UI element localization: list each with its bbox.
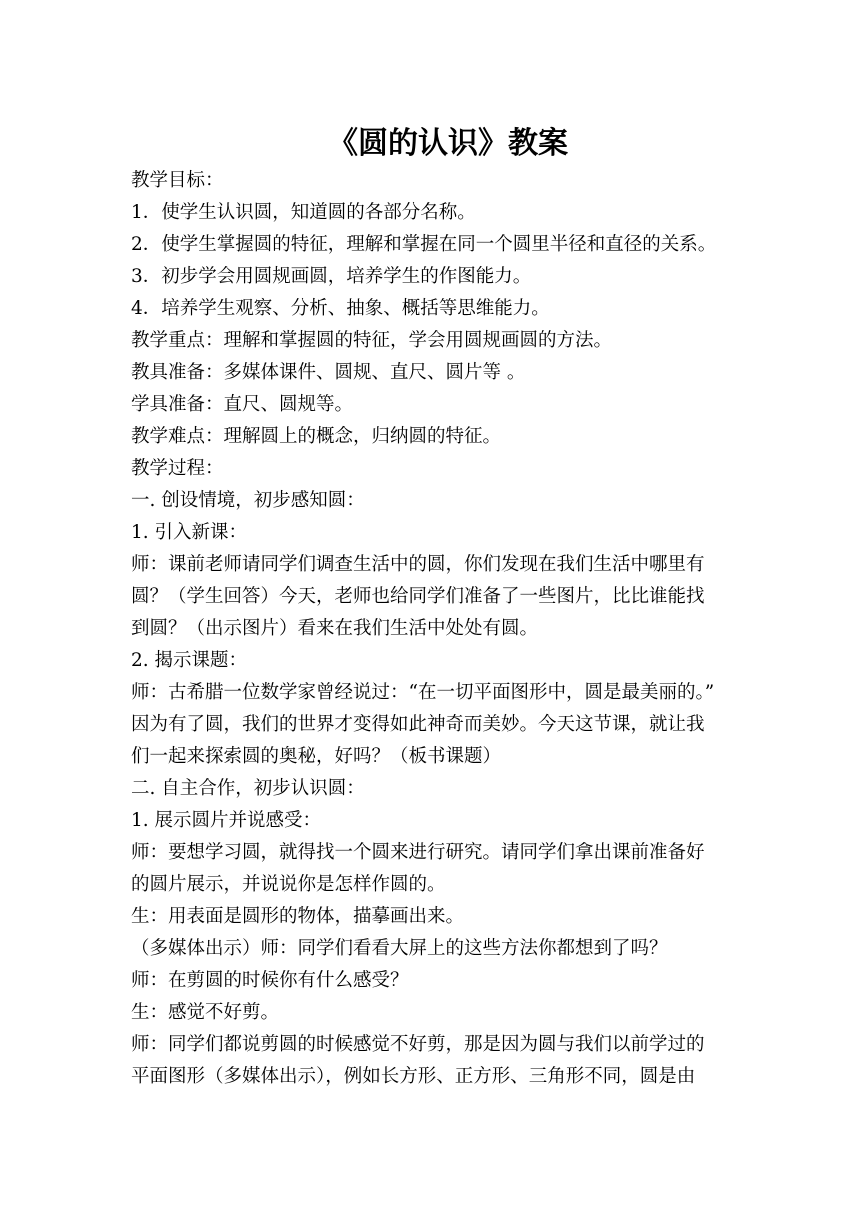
paragraph-line: 圆？（学生回答）今天，老师也给同学们准备了一些图片，比比谁能找 — [131, 586, 705, 607]
subsection-heading-1: 一. 创设情境，初步感知圆： — [131, 490, 365, 511]
paragraph-line: 师：要想学习圆，就得找一个圆来进行研究。请同学们拿出课前准备好 — [131, 842, 705, 863]
step-heading-show-circles: 1. 展示圆片并说感受： — [131, 810, 322, 831]
goal-item-4: 4．培养学生观察、分析、抽象、概括等思维能力。 — [131, 298, 550, 319]
paragraph-line: 师：同学们都说剪圆的时候感觉不好剪，那是因为圆与我们以前学过的 — [131, 1034, 705, 1055]
paragraph-line: 们一起来探索圆的奥秘，好吗？（板书课题） — [131, 746, 502, 767]
paragraph-line: 的圆片展示，并说说你是怎样作圆的。 — [131, 874, 446, 895]
difficulties-line: 教学难点：理解圆上的概念，归纳圆的特征。 — [131, 426, 502, 447]
paragraph-line: 生：感觉不好剪。 — [131, 1002, 280, 1023]
paragraph-line: 师：课前老师请同学们调查生活中的圆，你们发现在我们生活中哪里有 — [131, 554, 705, 575]
section-heading-goals: 教学目标： — [131, 170, 224, 191]
document-body — [131, 165, 759, 1093]
paragraph-line: 生：用表面是圆形的物体，描摹画出来。 — [131, 906, 465, 927]
teaching-aids-line: 教具准备：多媒体课件、圆规、直尺、圆片等 。 — [131, 362, 526, 383]
goal-item-2: 2．使学生掌握圆的特征，理解和掌握在同一个圆里半径和直径的关系。 — [131, 234, 717, 255]
key-points-line: 教学重点：理解和掌握圆的特征，学会用圆规画圆的方法。 — [131, 330, 613, 351]
goal-item-3: 3．初步学会用圆规画圆，培养学生的作图能力。 — [131, 266, 532, 287]
step-heading-intro: 1. 引入新课： — [131, 522, 248, 543]
paragraph-line: 师：在剪圆的时候你有什么感受？ — [131, 970, 409, 991]
subsection-heading-2: 二. 自主合作，初步认识圆： — [131, 778, 365, 799]
paragraph-line: 因为有了圆，我们的世界才变得如此神奇而美妙。今天这节课，就让我 — [131, 714, 705, 735]
student-aids-line: 学具准备：直尺、圆规等。 — [131, 394, 354, 415]
section-heading-process: 教学过程： — [131, 458, 224, 479]
paragraph-line: 到圆？（出示图片）看来在我们生活中处处有圆。 — [131, 618, 539, 639]
document-title: 《圆的认识》教案 — [328, 126, 568, 161]
paragraph-line: 平面图形（多媒体出示），例如长方形、正方形、三角形不同，圆是由 — [131, 1066, 696, 1087]
paragraph-line: 师：古希腊一位数学家曾经说过：“在一切平面图形中，圆是最美丽的。” — [131, 682, 715, 703]
goal-item-1: 1．使学生认识圆，知道圆的各部分名称。 — [131, 202, 476, 223]
step-heading-topic: 2. 揭示课题： — [131, 650, 248, 671]
paragraph-line: （多媒体出示）师：同学们看看大屏上的这些方法你都想到了吗？ — [131, 938, 668, 959]
